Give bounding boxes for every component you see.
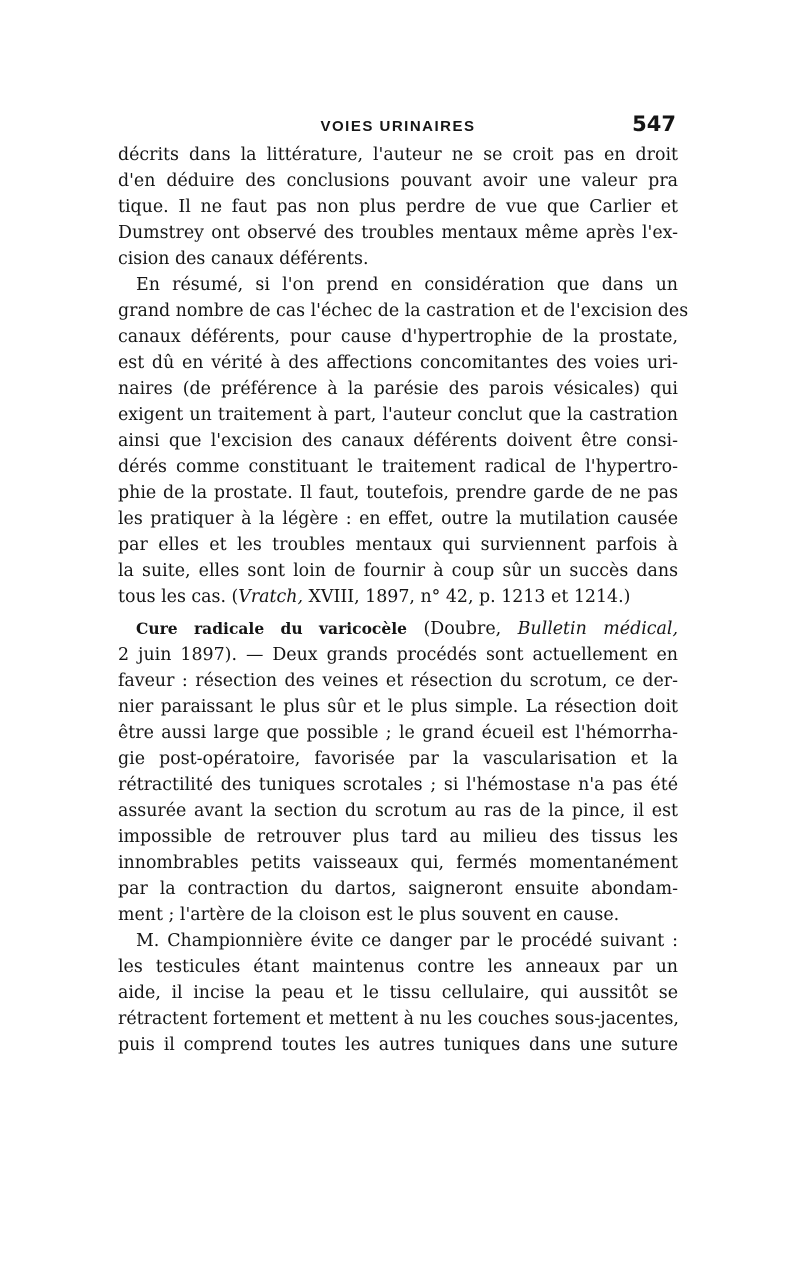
paragraph-continued xyxy=(118,142,678,272)
text-line: tique. Il ne faut pas non plus perdre de vue que Carlier et xyxy=(118,197,678,217)
citation-line xyxy=(118,584,678,610)
text-line: phie de la prostate. Il faut, toutefois, prendre garde de ne pas xyxy=(118,483,678,503)
text-line: exigent un traitement à part, l'auteur conclut que la castration xyxy=(118,405,678,425)
text-line: faveur : résection des veines et résection du scrotum, ce der- xyxy=(118,671,678,691)
text-line: les testicules étant maintenus contre les anneaux par un xyxy=(118,957,678,977)
page-header xyxy=(118,112,678,142)
text-line: dérés comme constituant le traitement radical de l'hypertro- xyxy=(118,457,678,477)
text-line: Dumstrey ont observé des troubles mentaux même après l'ex- xyxy=(118,223,678,243)
running-title: VOIES URINAIRES xyxy=(320,118,476,135)
citation-suffix: XVIII, 1897, n° 42, p. 1213 et 1214.) xyxy=(303,587,631,607)
text-line: naires (de préférence à la parésie des parois vésicales) qui xyxy=(118,379,678,399)
article-heading: Cure radicale du varicocèle xyxy=(136,619,407,638)
text-line: la suite, elles sont loin de fournir à coup sûr un succès dans xyxy=(118,561,678,581)
text-line: En résumé, si l'on prend en considération que dans un xyxy=(136,275,678,295)
journal-title: Vratch, xyxy=(238,587,303,607)
text-line: ainsi que l'excision des canaux déférents doivent être consi- xyxy=(118,431,678,451)
text-line: rétractilité des tuniques scrotales ; si l'hémostase n'a pas été xyxy=(118,775,678,795)
text-line: innombrables petits vaisseaux qui, fermés momentanément xyxy=(118,853,678,873)
text-line: 2 juin 1897). — Deux grands procédés sont actuellement en xyxy=(118,645,678,665)
text-line: impossible de retrouver plus tard au milieu des tissus les xyxy=(118,827,678,847)
text-line: assurée avant la section du scrotum au ras de la pince, il est xyxy=(118,801,678,821)
article-varicocele xyxy=(118,616,678,928)
text-line: est dû en vérité à des affections concomitantes des voies uri- xyxy=(118,353,678,373)
book-page xyxy=(118,112,689,1058)
text-line: rétractent fortement et mettent à nu les couches sous-jacentes, xyxy=(118,1009,679,1029)
text-line: d'en déduire des conclusions pouvant avoir une valeur pra xyxy=(118,171,678,191)
article-journal: Bulletin médical, xyxy=(517,619,678,639)
page-body xyxy=(118,142,689,1058)
article-heading-line xyxy=(118,616,678,642)
text-line: cision des canaux déférents. xyxy=(118,249,369,269)
text-line: par elles et les troubles mentaux qui surviennent parfois à xyxy=(118,535,678,555)
paragraph-championniere xyxy=(118,928,678,1058)
article-source-prefix: (Doubre, xyxy=(406,619,518,639)
text-line: aide, il incise la peau et le tissu cellulaire, qui aussitôt se xyxy=(118,983,678,1003)
text-line: M. Championnière évite ce danger par le procédé suivant : xyxy=(136,931,678,951)
text-line: être aussi large que possible ; le grand écueil est l'hémorrha- xyxy=(118,723,678,743)
text-line: ment ; l'artère de la cloison est le plus souvent en cause. xyxy=(118,905,620,925)
text-line: puis il comprend toutes les autres tuniques dans une suture xyxy=(118,1035,678,1055)
text-line: gie post-opératoire, favorisée par la vascularisation et la xyxy=(118,749,678,769)
citation-prefix: tous les cas. ( xyxy=(118,587,239,607)
text-line: décrits dans la littérature, l'auteur ne se croit pas en droit xyxy=(118,145,678,165)
text-line: canaux déférents, pour cause d'hypertrophie de la prostate, xyxy=(118,327,678,347)
text-line: les pratiquer à la légère : en effet, outre la mutilation causée xyxy=(118,509,678,529)
text-line: grand nombre de cas l'échec de la castration et de l'excision des xyxy=(118,301,689,321)
text-line: nier paraissant le plus sûr et le plus simple. La résection doit xyxy=(118,697,678,717)
page-number: 547 xyxy=(632,112,676,136)
text-line: par la contraction du dartos, saigneront ensuite abondam- xyxy=(118,879,678,899)
paragraph-summary xyxy=(118,272,689,610)
